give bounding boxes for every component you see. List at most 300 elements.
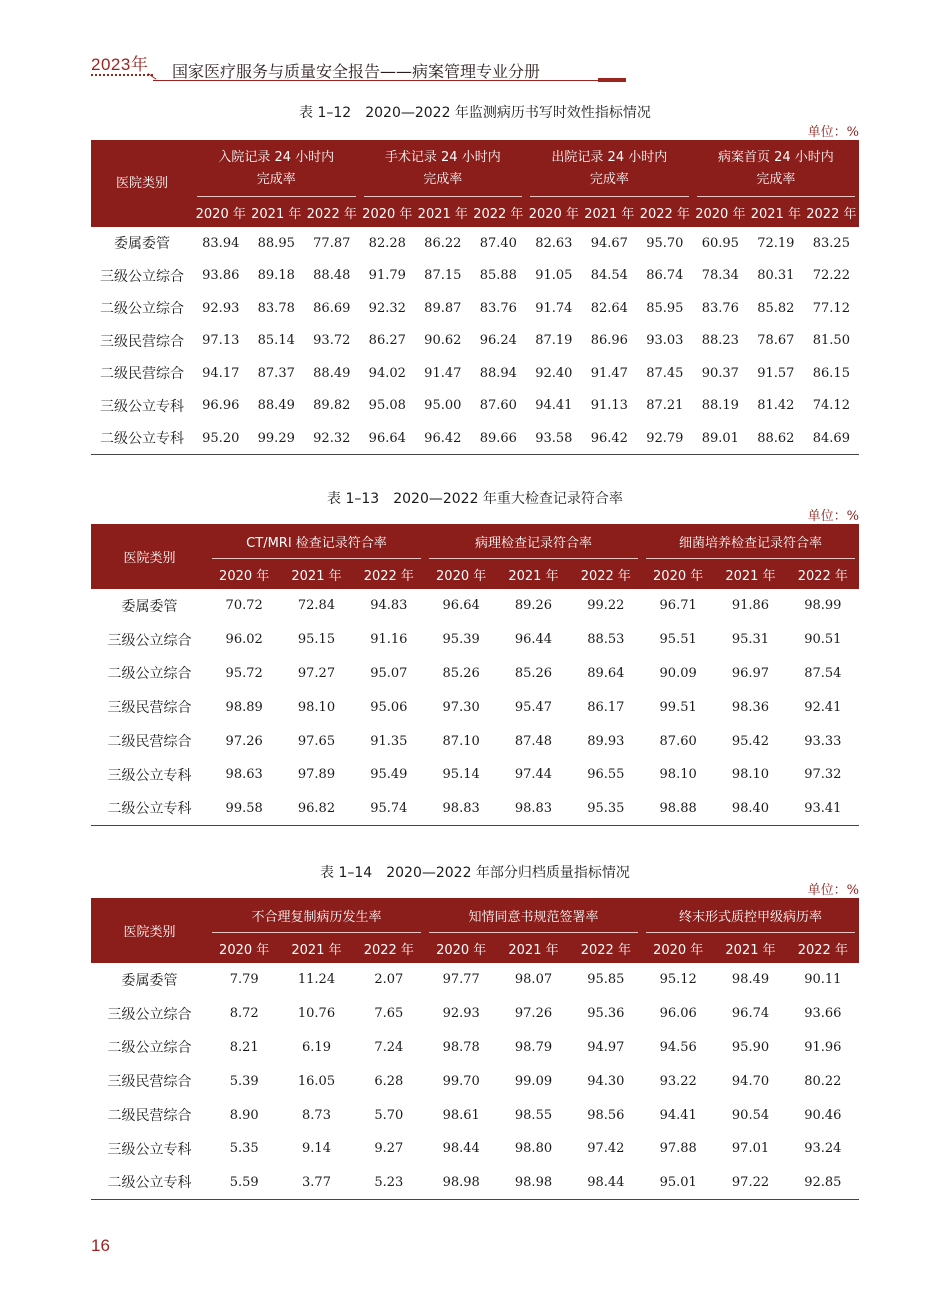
table-cell: 86.15 <box>812 365 850 381</box>
table-cell: 98.98 <box>497 1166 569 1200</box>
table-row <box>91 623 859 657</box>
table-cell: 94.83 <box>370 598 408 614</box>
table-cell: 98.10 <box>297 699 336 715</box>
column-group-header: 入院记录 24 小时内 完成率 <box>193 140 360 197</box>
table-cell: 98.07 <box>514 972 553 988</box>
column-group-header: 细菌培养检查记录符合率 <box>642 524 859 559</box>
table-cell: 85.26 <box>514 665 553 681</box>
table-cell: 83.76 <box>479 300 517 316</box>
table-cell: 84.54 <box>590 268 628 284</box>
table-cell: 2.07 <box>374 972 404 988</box>
table-cell: 93.03 <box>646 333 684 349</box>
table-cell: 87.60 <box>479 398 517 414</box>
table-row <box>91 1132 859 1166</box>
table-cell: 91.79 <box>368 268 406 284</box>
table-cell: 87.45 <box>646 365 684 381</box>
table-cell: 95.42 <box>731 733 770 749</box>
table-cell: 98.83 <box>425 792 497 826</box>
table-cell: 3.77 <box>280 1166 352 1200</box>
table-cell: 91.16 <box>370 632 408 648</box>
table-cell: 93.72 <box>313 333 351 349</box>
table-unit: 单位：% <box>807 509 859 524</box>
table-cell: 89.66 <box>471 422 527 455</box>
table-number: 表 1–14 <box>320 865 373 881</box>
table-cell: 92.79 <box>637 422 693 455</box>
row-label: 三级公立专科 <box>100 398 184 415</box>
page-number: 16 <box>91 1236 110 1255</box>
year-header: 2021 年 <box>415 197 471 227</box>
year-header: 2021 年 <box>497 933 569 963</box>
row-label: 二级公立综合 <box>107 666 192 683</box>
table-cell: 88.48 <box>313 268 351 284</box>
table-cell: 98.10 <box>731 767 770 783</box>
table-row <box>91 1098 859 1132</box>
table-cell: 95.07 <box>370 665 408 681</box>
table-cell: 92.40 <box>535 365 573 381</box>
table-cell: 96.74 <box>731 1006 770 1022</box>
table-cell: 95.14 <box>442 767 480 783</box>
table-cell: 98.63 <box>225 767 263 783</box>
table-cell: 82.63 <box>535 235 573 251</box>
table-cell: 90.46 <box>804 1107 842 1123</box>
table-cell: 16.05 <box>297 1073 336 1089</box>
table-cell: 92.32 <box>368 300 406 316</box>
table-cell: 92.93 <box>442 1006 480 1022</box>
table-cell: 89.64 <box>587 665 625 681</box>
table-cell: 95.70 <box>646 235 684 251</box>
table-cell: 9.14 <box>302 1141 331 1157</box>
table-cell: 97.27 <box>297 665 336 681</box>
table-cell: 11.24 <box>297 972 336 988</box>
table-cell: 94.30 <box>587 1073 625 1089</box>
table-number: 表 1–13 <box>327 491 380 507</box>
table-cell: 98.44 <box>442 1141 480 1157</box>
table-cell: 5.70 <box>374 1107 404 1123</box>
table-row <box>91 260 859 293</box>
row-label: 三级民营综合 <box>107 700 192 717</box>
table-number: 表 1–12 <box>299 105 352 121</box>
table-cell: 97.77 <box>442 972 480 988</box>
table-cell: 95.35 <box>570 792 642 826</box>
table-cell: 97.42 <box>587 1141 625 1157</box>
data-table <box>91 898 859 1200</box>
row-label: 三级公立综合 <box>100 268 184 285</box>
year-header: 2021 年 <box>249 197 305 227</box>
row-label: 二级民营综合 <box>100 366 184 383</box>
table-cell: 97.88 <box>659 1141 697 1157</box>
column-header-hospital-type: 医院类别 <box>91 140 193 227</box>
table-cell: 93.41 <box>787 792 859 826</box>
table-cell: 85.95 <box>646 300 684 316</box>
table-cell: 90.11 <box>804 972 842 988</box>
table-cell: 10.76 <box>297 1006 336 1022</box>
table-cell: 88.94 <box>479 365 517 381</box>
table-cell: 95.36 <box>587 1006 625 1022</box>
year-header: 2021 年 <box>280 559 352 589</box>
table-cell: 85.88 <box>479 268 517 284</box>
table-cell: 78.67 <box>757 333 795 349</box>
table-cell: 92.93 <box>202 300 240 316</box>
table-cell: 86.17 <box>587 699 625 715</box>
table-cell: 94.41 <box>659 1107 697 1123</box>
year-header: 2022 年 <box>570 559 642 589</box>
table-cell: 95.47 <box>514 699 553 715</box>
table-cell: 96.24 <box>479 333 517 349</box>
table-cell: 99.58 <box>208 792 280 826</box>
table-cell: 8.73 <box>302 1107 331 1123</box>
row-label: 委属委管 <box>121 598 178 615</box>
table-cell: 96.64 <box>360 422 416 455</box>
table-cell: 98.10 <box>659 767 697 783</box>
data-table <box>91 524 859 826</box>
table-cell: 93.58 <box>526 422 582 455</box>
table-cell: 98.36 <box>731 699 770 715</box>
table-cell: 9.27 <box>374 1141 404 1157</box>
row-label: 二级公立综合 <box>100 301 184 318</box>
table-row <box>91 690 859 724</box>
table-cell: 88.95 <box>257 235 295 251</box>
table-cell: 88.53 <box>587 632 625 648</box>
header-rule-end <box>598 78 626 82</box>
row-label: 二级公立专科 <box>91 422 193 455</box>
table-cell: 95.20 <box>193 422 249 455</box>
table-row <box>91 963 859 997</box>
table-cell: 90.09 <box>659 665 697 681</box>
table-cell: 95.31 <box>731 632 770 648</box>
table-cell: 8.21 <box>229 1039 259 1055</box>
table-cell: 82.28 <box>368 235 406 251</box>
table-cell: 94.56 <box>659 1039 697 1055</box>
table-row <box>91 390 859 423</box>
table-cell: 88.19 <box>701 398 739 414</box>
year-header: 2020 年 <box>642 933 714 963</box>
table-cell: 95.51 <box>659 632 697 648</box>
year-header: 2020 年 <box>526 197 582 227</box>
table-cell: 94.17 <box>202 365 240 381</box>
table-cell: 98.83 <box>497 792 569 826</box>
report-title: 国家医疗服务与质量安全报告——病案管理专业分册 <box>172 62 541 81</box>
table-cell: 89.01 <box>693 422 749 455</box>
table-cell: 96.97 <box>731 665 770 681</box>
table-cell: 82.64 <box>590 300 628 316</box>
table-cell: 99.51 <box>659 699 697 715</box>
table-cell: 90.51 <box>804 632 842 648</box>
table-cell: 96.55 <box>587 767 625 783</box>
table-cell: 83.94 <box>202 235 240 251</box>
table-cell: 88.49 <box>313 365 351 381</box>
table-cell: 97.26 <box>225 733 263 749</box>
table-cell: 87.21 <box>646 398 684 414</box>
table-cell: 87.60 <box>659 733 697 749</box>
year-header: 2020 年 <box>360 197 416 227</box>
row-label: 三级公立专科 <box>107 1141 192 1158</box>
table-cell: 87.37 <box>257 365 295 381</box>
table-cell: 90.62 <box>424 333 462 349</box>
table-cell: 98.80 <box>514 1141 553 1157</box>
table-row <box>91 1166 859 1200</box>
year-header: 2021 年 <box>497 559 569 589</box>
table-caption <box>91 102 859 122</box>
table-cell: 96.82 <box>280 792 352 826</box>
table-cell: 99.70 <box>442 1073 480 1089</box>
table-caption <box>91 862 859 882</box>
table-cell: 94.02 <box>368 365 406 381</box>
table-cell: 95.08 <box>368 398 406 414</box>
table-row <box>91 724 859 758</box>
table-cell: 94.70 <box>731 1073 770 1089</box>
column-group-header: 出院记录 24 小时内 完成率 <box>526 140 693 197</box>
table-cell: 77.12 <box>812 300 850 316</box>
row-label: 三级公立专科 <box>107 767 192 784</box>
table-cell: 98.44 <box>570 1166 642 1200</box>
table-cell: 6.19 <box>302 1039 331 1055</box>
table-cell: 88.23 <box>701 333 739 349</box>
table-cell: 88.62 <box>748 422 804 455</box>
year-header: 2022 年 <box>353 559 425 589</box>
table-cell: 97.89 <box>297 767 336 783</box>
table-cell: 93.86 <box>202 268 240 284</box>
table-cell: 5.23 <box>353 1166 425 1200</box>
row-label: 三级民营综合 <box>107 1074 192 1091</box>
table-row <box>91 589 859 623</box>
table-cell: 89.87 <box>424 300 462 316</box>
table-cell: 86.27 <box>368 333 406 349</box>
table-cell: 86.69 <box>313 300 351 316</box>
year-header: 2020 年 <box>693 197 749 227</box>
table-cell: 87.54 <box>804 665 842 681</box>
table-cell: 95.00 <box>424 398 462 414</box>
table-cell: 85.82 <box>757 300 795 316</box>
table-cell: 99.22 <box>587 598 625 614</box>
table-cell: 89.93 <box>587 733 625 749</box>
table-cell: 97.22 <box>714 1166 786 1200</box>
table-cell: 95.74 <box>353 792 425 826</box>
table-cell: 86.96 <box>590 333 628 349</box>
table-cell: 90.54 <box>731 1107 770 1123</box>
table-cell: 95.90 <box>731 1039 770 1055</box>
table-cell: 95.39 <box>442 632 480 648</box>
table-cell: 96.71 <box>659 598 697 614</box>
table-cell: 94.97 <box>587 1039 625 1055</box>
header-dotted-rule <box>91 74 153 76</box>
table-cell: 5.35 <box>229 1141 259 1157</box>
column-group-header: 不合理复制病历发生率 <box>208 898 425 933</box>
table-cell: 83.76 <box>701 300 739 316</box>
table-cell: 5.39 <box>229 1073 259 1089</box>
table-row <box>91 1031 859 1065</box>
table-cell: 89.18 <box>257 268 295 284</box>
table-cell: 5.59 <box>208 1166 280 1200</box>
table-cell: 7.79 <box>229 972 259 988</box>
year-header: 2021 年 <box>280 933 352 963</box>
year-header: 2021 年 <box>748 197 804 227</box>
table-cell: 96.42 <box>582 422 638 455</box>
table-cell: 72.84 <box>297 598 336 614</box>
table-cell: 77.87 <box>313 235 351 251</box>
year-header: 2022 年 <box>471 197 527 227</box>
row-label: 二级民营综合 <box>107 1108 192 1125</box>
year-header: 2020 年 <box>425 559 497 589</box>
column-group-header: 病理检查记录符合率 <box>425 524 642 559</box>
table-cell: 6.28 <box>374 1073 404 1089</box>
table-cell: 94.67 <box>590 235 628 251</box>
table-cell: 95.85 <box>587 972 625 988</box>
table-cell: 98.89 <box>225 699 263 715</box>
row-label: 三级公立综合 <box>107 632 192 649</box>
table-cell: 87.48 <box>514 733 553 749</box>
table-cell: 98.98 <box>425 1166 497 1200</box>
table-cell: 93.33 <box>804 733 842 749</box>
table-cell: 98.61 <box>442 1107 480 1123</box>
year-header: 2022 年 <box>304 197 360 227</box>
table-cell: 7.65 <box>374 1006 404 1022</box>
year-header: 2022 年 <box>804 197 860 227</box>
row-label: 三级公立综合 <box>107 1006 192 1023</box>
year-header: 2021 年 <box>714 933 786 963</box>
table-cell: 91.47 <box>424 365 462 381</box>
table-row <box>91 792 859 826</box>
table-cell: 81.50 <box>812 333 850 349</box>
table-cell: 86.22 <box>424 235 462 251</box>
year-header: 2020 年 <box>193 197 249 227</box>
table-row <box>91 997 859 1031</box>
year-header: 2021 年 <box>714 559 786 589</box>
table-row <box>91 325 859 358</box>
table-row <box>91 422 859 455</box>
year-header: 2022 年 <box>787 559 859 589</box>
table-cell: 84.69 <box>804 422 860 455</box>
report-year: 2023年 <box>91 55 149 74</box>
year-header: 2020 年 <box>208 559 280 589</box>
table-row <box>91 758 859 792</box>
data-table <box>91 140 859 455</box>
row-label: 委属委管 <box>121 972 178 989</box>
table-cell: 90.37 <box>701 365 739 381</box>
year-header: 2022 年 <box>787 933 859 963</box>
table-cell: 96.44 <box>514 632 553 648</box>
table-cell: 98.49 <box>731 972 770 988</box>
table-row <box>91 657 859 691</box>
table-cell: 92.32 <box>304 422 360 455</box>
table-cell: 98.55 <box>514 1107 553 1123</box>
table-cell: 91.74 <box>535 300 573 316</box>
table-cell: 72.19 <box>757 235 795 251</box>
table-cell: 98.78 <box>442 1039 480 1055</box>
table-cell: 97.26 <box>514 1006 553 1022</box>
table-title: 2020—2022 年部分归档质量指标情况 <box>386 865 630 881</box>
table-row <box>91 292 859 325</box>
table-cell: 91.96 <box>804 1039 842 1055</box>
table-title: 2020—2022 年重大检查记录符合率 <box>393 491 623 507</box>
row-label: 二级民营综合 <box>107 734 192 751</box>
table-cell: 95.15 <box>297 632 336 648</box>
table-cell: 96.96 <box>202 398 240 414</box>
table-cell: 95.72 <box>225 665 263 681</box>
table-cell: 91.05 <box>535 268 573 284</box>
table-cell: 81.42 <box>757 398 795 414</box>
column-group-header: 手术记录 24 小时内 完成率 <box>360 140 527 197</box>
table-row <box>91 1064 859 1098</box>
table-cell: 80.31 <box>757 268 795 284</box>
table-cell: 95.49 <box>370 767 408 783</box>
year-header: 2022 年 <box>637 197 693 227</box>
column-group-header: 知情同意书规范签署率 <box>425 898 642 933</box>
table-cell: 83.78 <box>257 300 295 316</box>
table-cell: 91.13 <box>590 398 628 414</box>
table-cell: 97.01 <box>731 1141 770 1157</box>
table-cell: 99.09 <box>514 1073 553 1089</box>
table-cell: 92.41 <box>804 699 842 715</box>
table-unit: 单位：% <box>807 125 859 140</box>
table-cell: 72.22 <box>812 268 850 284</box>
table-cell: 88.49 <box>257 398 295 414</box>
table-cell: 7.24 <box>374 1039 404 1055</box>
column-header-hospital-type: 医院类别 <box>91 898 208 963</box>
table-cell: 96.02 <box>225 632 263 648</box>
column-group-header: CT/MRI 检查记录符合率 <box>208 524 425 559</box>
table-cell: 8.90 <box>229 1107 259 1123</box>
table-cell: 98.40 <box>714 792 786 826</box>
table-cell: 87.10 <box>442 733 480 749</box>
table-cell: 86.74 <box>646 268 684 284</box>
table-cell: 93.66 <box>804 1006 842 1022</box>
table-cell: 93.22 <box>659 1073 697 1089</box>
table-cell: 80.22 <box>804 1073 842 1089</box>
table-cell: 98.56 <box>587 1107 625 1123</box>
table-cell: 87.15 <box>424 268 462 284</box>
year-header: 2020 年 <box>642 559 714 589</box>
table-cell: 87.19 <box>535 333 573 349</box>
row-label: 委属委管 <box>114 236 170 253</box>
table-cell: 95.06 <box>370 699 408 715</box>
table-cell: 98.88 <box>642 792 714 826</box>
table-cell: 98.99 <box>804 598 842 614</box>
table-cell: 91.86 <box>731 598 770 614</box>
column-group-header: 终末形式质控甲级病历率 <box>642 898 859 933</box>
table-cell: 91.57 <box>757 365 795 381</box>
row-label: 二级公立综合 <box>107 1040 192 1057</box>
table-cell: 95.12 <box>659 972 697 988</box>
row-label: 二级公立专科 <box>91 792 208 826</box>
year-header: 2020 年 <box>425 933 497 963</box>
table-caption <box>91 488 859 508</box>
table-unit: 单位：% <box>807 883 859 898</box>
table-cell: 95.01 <box>642 1166 714 1200</box>
table-cell: 8.72 <box>229 1006 259 1022</box>
table-cell: 70.72 <box>225 598 263 614</box>
table-cell: 97.32 <box>804 767 842 783</box>
table-cell: 78.34 <box>701 268 739 284</box>
table-cell: 92.85 <box>787 1166 859 1200</box>
table-cell: 85.14 <box>257 333 295 349</box>
year-header: 2021 年 <box>582 197 638 227</box>
table-cell: 85.26 <box>442 665 480 681</box>
table-cell: 87.40 <box>479 235 517 251</box>
table-cell: 97.65 <box>297 733 336 749</box>
table-cell: 74.12 <box>812 398 850 414</box>
table-cell: 96.42 <box>415 422 471 455</box>
table-cell: 89.82 <box>313 398 351 414</box>
column-header-hospital-type: 医院类别 <box>91 524 208 589</box>
year-header: 2022 年 <box>353 933 425 963</box>
year-header: 2022 年 <box>570 933 642 963</box>
table-cell: 89.26 <box>514 598 553 614</box>
table-cell: 91.47 <box>590 365 628 381</box>
table-cell: 97.30 <box>442 699 480 715</box>
row-label: 三级民营综合 <box>100 333 184 350</box>
table-cell: 91.35 <box>370 733 408 749</box>
table-row <box>91 357 859 390</box>
